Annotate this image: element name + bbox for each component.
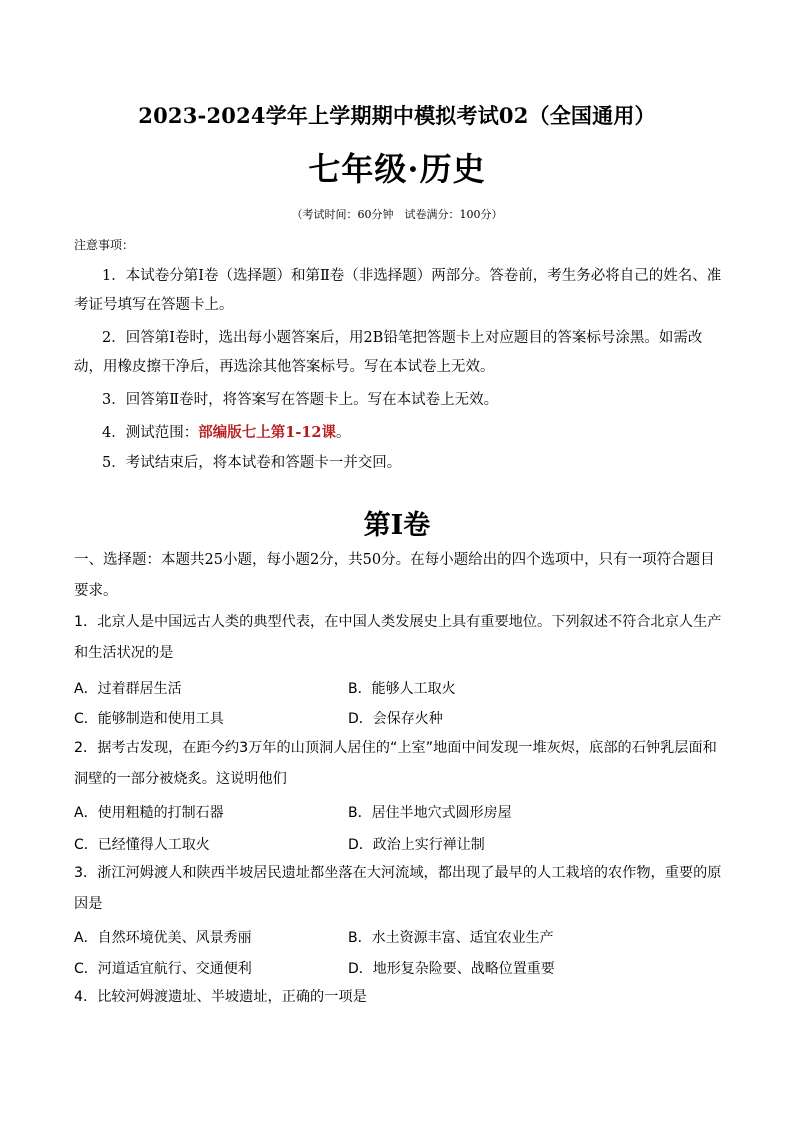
question-1-option-b: B．能够人工取火 [348, 681, 456, 697]
question-4-stem: 4．比较河姆渡遗址、半坡遗址，正确的一项是 [74, 989, 367, 1005]
question-1-option-c: C．能够制造和使用工具 [74, 711, 224, 727]
question-2-option-a: A．使用粗糙的打制石器 [74, 805, 224, 821]
question-1-stem: 1．北京人是中国远古人类的典型代表，在中国人类发展史上具有重要地位。下列叙述不符合北京人生产和生活状况的是 [74, 614, 722, 661]
subject-title: 七年级·历史 [308, 150, 486, 188]
question-2-stem: 2．据考古发现，在距今约3万年的山顶洞人居住的“上室”地面中间发现一堆灰烬，底部的石钟乳层面和洞壁的一部分被烧炙。这说明他们 [74, 740, 717, 787]
note-item-2: 2．回答第Ⅰ卷时，选出每小题答案后，用2B铅笔把答题卡上对应题目的答案标号涂黑。如需改动，用橡皮擦干净后，再选涂其他答案标号。写在本试卷上无效。 [74, 330, 703, 375]
question-3-option-c: C．河道适宜航行、交通便利 [74, 961, 252, 977]
question-3-option-d: D．地形复杂险要、战略位置重要 [348, 961, 555, 977]
question-1-option-d: D．会保存火种 [348, 711, 443, 727]
scope-suffix: 。 [336, 425, 351, 441]
question-2-option-d: D．政治上实行禅让制 [348, 837, 485, 853]
exam-title: 2023-2024学年上学期期中模拟考试02（全国通用） [138, 103, 656, 128]
section-instructions: 一、选择题：本题共25小题，每小题2分，共50分。在每小题给出的四个选项中，只有一项符合题目要求。 [74, 552, 715, 599]
question-3-option-a: A．自然环境优美、风景秀丽 [74, 930, 252, 946]
note-item-5: 5．考试结束后，将本试卷和答题卡一并交回。 [102, 455, 402, 471]
question-2-option-b: B．居住半地穴式圆形房屋 [348, 805, 512, 821]
test-scope: 部编版七上第1-12课 [198, 424, 337, 441]
exam-info: （考试时间：60分钟 试卷满分：100分） [291, 208, 503, 221]
note-item-3: 3．回答第Ⅱ卷时，将答案写在答题卡上。写在本试卷上无效。 [102, 392, 499, 408]
question-1-option-a: A．过着群居生活 [74, 681, 182, 697]
note-item-1: 1．本试卷分第Ⅰ卷（选择题）和第Ⅱ卷（非选择题）两部分。答卷前，考生务必将自己的姓名、准考证号填写在答题卡上。 [74, 268, 722, 313]
scope-prefix: 4．测试范围： [102, 425, 199, 441]
note-item-4 [74, 418, 726, 448]
question-2-option-c: C．已经懂得人工取火 [74, 837, 210, 853]
section-title: 第Ⅰ卷 [363, 510, 431, 541]
question-3-stem: 3．浙江河姆渡人和陕西半坡居民遗址都坐落在大河流域，都出现了最早的人工栽培的农作物，重要的原因是 [74, 865, 722, 912]
question-3-option-b: B．水土资源丰富、适宜农业生产 [348, 930, 554, 946]
notes-heading: 注意事项： [74, 238, 135, 252]
